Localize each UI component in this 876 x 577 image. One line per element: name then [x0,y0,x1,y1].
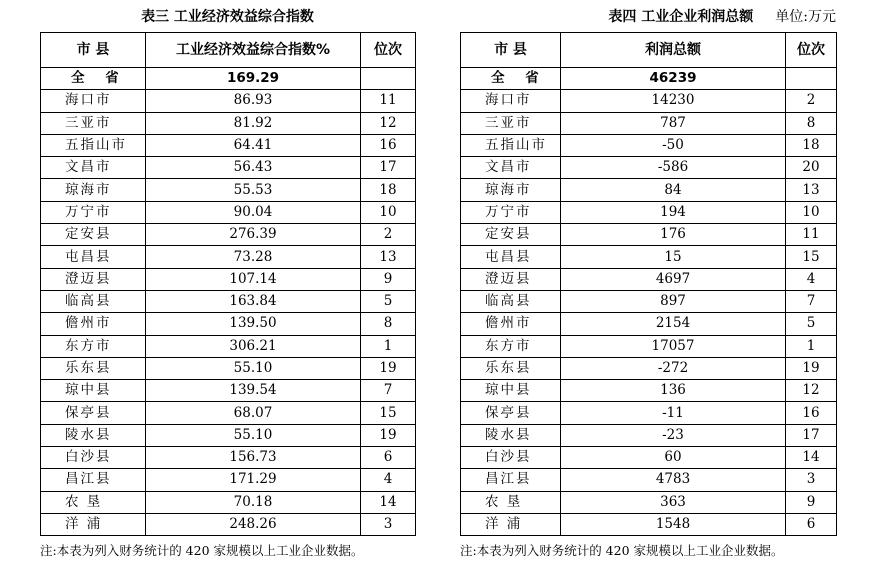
header-city: 市 县 [461,33,561,68]
city-cell: 文昌市 [41,157,146,179]
city-cell: 保亭县 [461,402,561,424]
table-row [461,246,837,268]
rank-cell: 19 [361,424,416,446]
value-cell: 163.84 [146,290,361,312]
rank-cell: 10 [786,201,837,223]
table-row [461,224,837,246]
table-row [461,491,837,513]
city-cell: 文昌市 [461,157,561,179]
value-cell: -586 [561,157,786,179]
city-cell: 乐东县 [461,357,561,379]
table-row [41,424,416,446]
table-row [41,469,416,491]
table-panel-index [40,0,415,536]
table-row [41,90,416,112]
city-cell: 东方市 [41,335,146,357]
city-cell: 全 省 [461,68,561,90]
city-cell: 乐东县 [41,357,146,379]
title-text: 表四 工业企业利润总额 [608,9,754,25]
city-cell: 三亚市 [461,112,561,134]
value-cell: 14230 [561,90,786,112]
table-row [41,224,416,246]
header-city: 市 县 [41,33,146,68]
rank-cell: 1 [786,335,837,357]
table-row [461,513,837,535]
city-cell: 东方市 [461,335,561,357]
value-cell: 176 [561,224,786,246]
table-row [461,424,837,446]
table-row [41,380,416,402]
table-row [41,134,416,156]
value-cell: 787 [561,112,786,134]
rank-cell: 15 [361,402,416,424]
rank-cell: 7 [361,380,416,402]
rank-cell: 14 [361,491,416,513]
city-cell: 儋州市 [41,313,146,335]
rank-cell: 9 [786,491,837,513]
rank-cell: 18 [786,134,837,156]
rank-cell: 12 [361,112,416,134]
value-cell: 276.39 [146,224,361,246]
value-cell: 248.26 [146,513,361,535]
city-cell: 陵水县 [41,424,146,446]
rank-cell: 7 [786,290,837,312]
value-cell: -11 [561,402,786,424]
city-cell: 万宁市 [41,201,146,223]
footnote-index: 注:本表为列入财务统计的 420 家规模以上工业企业数据。 [40,543,364,558]
table-row [41,157,416,179]
city-cell: 洋 浦 [461,513,561,535]
table-row [41,491,416,513]
industrial-index-table [40,32,416,536]
total-row [461,68,837,90]
value-cell: 55.10 [146,357,361,379]
table-row [461,313,837,335]
city-cell: 昌江县 [461,469,561,491]
header-row [41,33,416,68]
city-cell: 万宁市 [461,201,561,223]
city-cell: 昌江县 [41,469,146,491]
rank-cell: 16 [786,402,837,424]
value-cell: 306.21 [146,335,361,357]
city-cell: 全 省 [41,68,146,90]
rank-cell: 12 [786,380,837,402]
rank-cell [786,68,837,90]
rank-cell: 16 [361,134,416,156]
rank-cell: 10 [361,201,416,223]
rank-cell: 2 [361,224,416,246]
value-cell: 363 [561,491,786,513]
header-row [461,33,837,68]
rank-cell [361,68,416,90]
value-cell: 73.28 [146,246,361,268]
rank-cell: 4 [361,469,416,491]
table-row [41,246,416,268]
rank-cell: 6 [786,513,837,535]
table-row [461,90,837,112]
table-row [41,268,416,290]
header-index: 工业经济效益综合指数% [146,33,361,68]
rank-cell: 5 [361,290,416,312]
rank-cell: 14 [786,447,837,469]
city-cell: 农 垦 [461,491,561,513]
value-cell: 68.07 [146,402,361,424]
value-cell: 55.10 [146,424,361,446]
city-cell: 定安县 [461,224,561,246]
rank-cell: 9 [361,268,416,290]
rank-cell: 8 [786,112,837,134]
rank-cell: 19 [786,357,837,379]
city-cell: 琼海市 [41,179,146,201]
header-profit: 利润总额 [561,33,786,68]
city-cell: 屯昌县 [461,246,561,268]
header-rank: 位次 [361,33,416,68]
city-cell: 白沙县 [461,447,561,469]
rank-cell: 17 [786,424,837,446]
value-cell: 15 [561,246,786,268]
value-cell: 171.29 [146,469,361,491]
rank-cell: 2 [786,90,837,112]
rank-cell: 6 [361,447,416,469]
city-cell: 五指山市 [461,134,561,156]
profit-table [460,32,837,536]
value-cell: 60 [561,447,786,469]
city-cell: 陵水县 [461,424,561,446]
value-cell: 86.93 [146,90,361,112]
city-cell: 白沙县 [41,447,146,469]
value-cell: -50 [561,134,786,156]
table-row [41,335,416,357]
city-cell: 琼海市 [461,179,561,201]
table-row [461,112,837,134]
city-cell: 澄迈县 [461,268,561,290]
rank-cell: 15 [786,246,837,268]
city-cell: 琼中县 [461,380,561,402]
city-cell: 临高县 [41,290,146,312]
table-row [461,179,837,201]
table-row [461,357,837,379]
value-cell: 4697 [561,268,786,290]
table-row [41,201,416,223]
unit-label: 单位:万元 [775,9,836,25]
value-cell: 70.18 [146,491,361,513]
city-cell: 洋 浦 [41,513,146,535]
value-cell: 136 [561,380,786,402]
value-cell: 17057 [561,335,786,357]
value-cell: -23 [561,424,786,446]
city-cell: 五指山市 [41,134,146,156]
value-cell: 64.41 [146,134,361,156]
rank-cell: 17 [361,157,416,179]
rank-cell: 11 [786,224,837,246]
table-row [41,402,416,424]
value-cell: 46239 [561,68,786,90]
table-row [461,157,837,179]
table-row [461,469,837,491]
value-cell: 1548 [561,513,786,535]
city-cell: 保亭县 [41,402,146,424]
total-row [41,68,416,90]
footnote-profit: 注:本表为列入财务统计的 420 家规模以上工业企业数据。 [460,543,784,558]
city-cell: 三亚市 [41,112,146,134]
rank-cell: 18 [361,179,416,201]
table-row [41,447,416,469]
table-row [41,357,416,379]
table-row [461,380,837,402]
value-cell: 897 [561,290,786,312]
rank-cell: 8 [361,313,416,335]
rank-cell: 11 [361,90,416,112]
value-cell: 84 [561,179,786,201]
table-row [461,201,837,223]
table-row [461,402,837,424]
table-title-index: 表三 工业经济效益综合指数 [141,9,314,25]
rank-cell: 4 [786,268,837,290]
city-cell: 海口市 [41,90,146,112]
value-cell: 4783 [561,469,786,491]
table-row [41,513,416,535]
value-cell: 139.50 [146,313,361,335]
city-cell: 琼中县 [41,380,146,402]
value-cell: 81.92 [146,112,361,134]
value-cell: 2154 [561,313,786,335]
city-cell: 屯昌县 [41,246,146,268]
city-cell: 海口市 [461,90,561,112]
city-cell: 农 垦 [41,491,146,513]
rank-cell: 3 [786,469,837,491]
value-cell: 156.73 [146,447,361,469]
value-cell: 107.14 [146,268,361,290]
value-cell: 139.54 [146,380,361,402]
value-cell: 169.29 [146,68,361,90]
value-cell: 194 [561,201,786,223]
city-cell: 澄迈县 [41,268,146,290]
city-cell: 临高县 [461,290,561,312]
rank-cell: 13 [786,179,837,201]
table-row [461,268,837,290]
table-panel-profit [460,0,836,536]
table-row [461,447,837,469]
table-row [461,290,837,312]
value-cell: 90.04 [146,201,361,223]
table-row [41,179,416,201]
header-rank: 位次 [786,33,837,68]
rank-cell: 5 [786,313,837,335]
city-cell: 儋州市 [461,313,561,335]
rank-cell: 1 [361,335,416,357]
table-row [41,313,416,335]
table-row [461,335,837,357]
value-cell: 56.43 [146,157,361,179]
table-row [41,112,416,134]
table-title-profit [460,0,836,32]
table-row [461,134,837,156]
value-cell: -272 [561,357,786,379]
rank-cell: 19 [361,357,416,379]
table-row [41,290,416,312]
rank-cell: 13 [361,246,416,268]
value-cell: 55.53 [146,179,361,201]
rank-cell: 3 [361,513,416,535]
city-cell: 定安县 [41,224,146,246]
rank-cell: 20 [786,157,837,179]
